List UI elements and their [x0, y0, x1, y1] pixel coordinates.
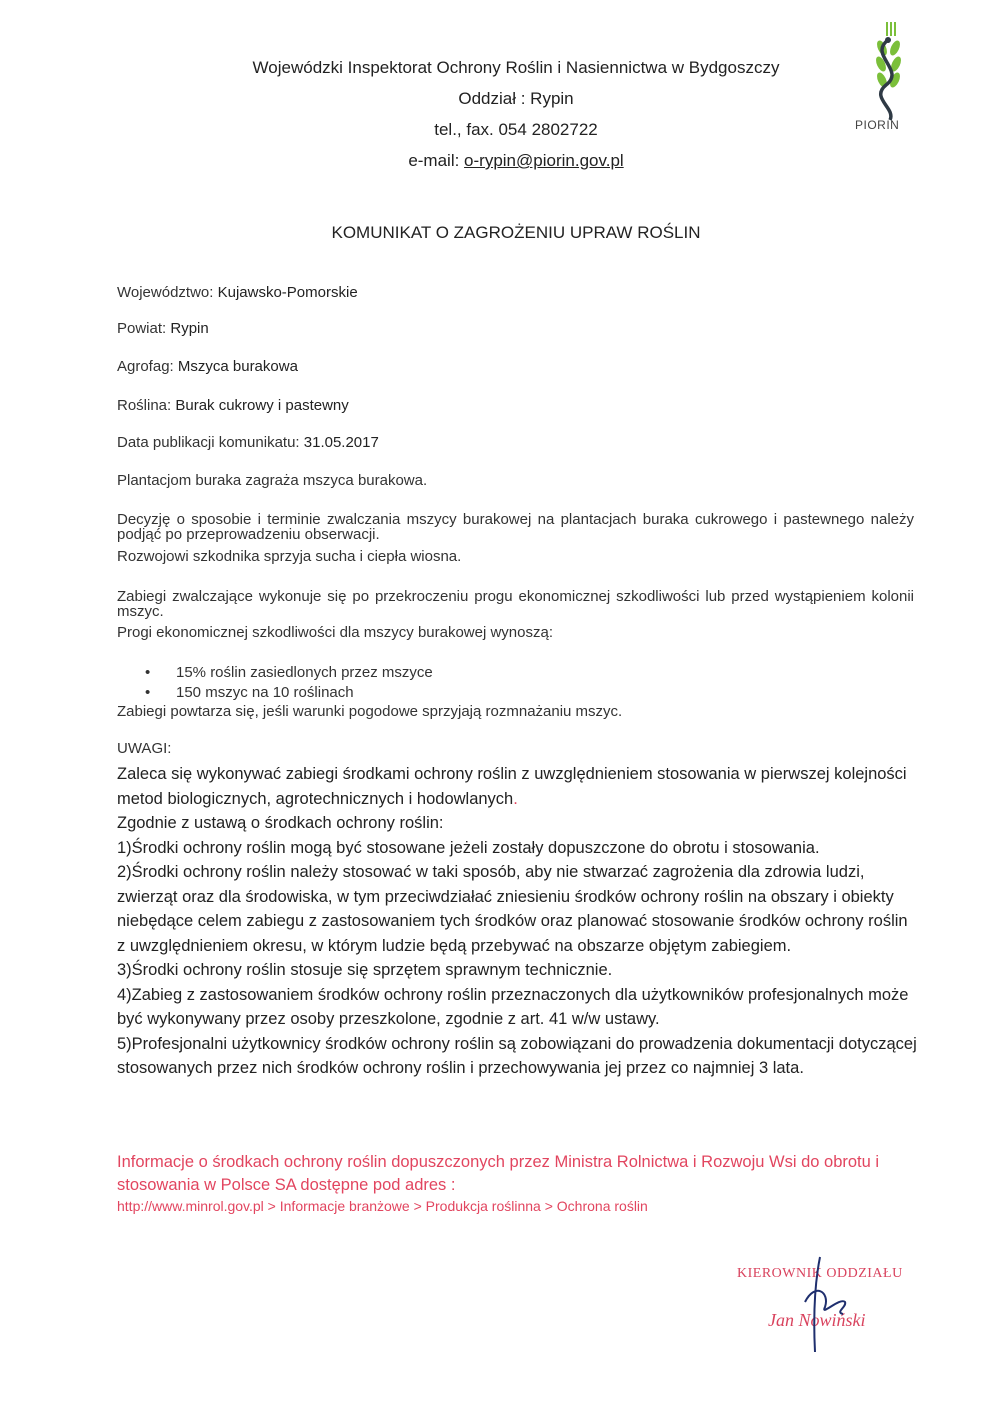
institution-name: Wojewódzki Inspektorat Ochrony Roślin i Nasiennictwa w Bydgoszczy [252, 58, 780, 77]
field-plant [117, 397, 349, 414]
document-title: KOMUNIKAT O ZAGROŻENIU UPRAW ROŚLIN [331, 223, 701, 242]
field-value: Mszyca burakowa [177, 358, 298, 375]
field-value: Burak cukrowy i pastewny [175, 397, 349, 414]
remarks-item: 3)Środki ochrony roślin stosuje się sprzętem sprawnym technicznie. [117, 961, 613, 979]
info-text: Informacje o środkach ochrony roślin dopuszczonych przez Ministra Rolnictwa i Rozwoju Wsi do obrotu i stosowania w Polsce SA dostępne pod adres : [117, 1153, 880, 1194]
field-label: Województwo: [117, 284, 218, 301]
phone-fax: tel., fax. 054 2802722 [434, 120, 598, 139]
field-county [117, 320, 209, 337]
email-label: e-mail: [408, 151, 465, 170]
logo-text: PIORIN [855, 118, 900, 132]
field-voivodeship [117, 284, 358, 301]
field-label: Roślina: [117, 397, 176, 414]
paragraph-decision: Decyzję o sposobie i terminie zwalczania mszycy burakowej na plantacjach buraka cukrowego i pastewnego należy podjąć po przeprowadzeniu obserwacji. [117, 511, 914, 543]
paragraph-development: Rozwojowi szkodnika sprzyja sucha i ciepła wiosna. [117, 548, 462, 565]
signature-icon [785, 1252, 865, 1362]
stamp-name: Jan Nowiński [768, 1310, 866, 1330]
field-value: Kujawsko-Pomorskie [217, 284, 358, 301]
field-value: 31.05.2017 [303, 434, 379, 451]
field-pest [117, 358, 298, 375]
paragraph-thresholds: Progi ekonomicznej szkodliwości dla mszycy burakowej wynoszą: [117, 624, 554, 641]
list-item: • 15% roślin zasiedlonych przez mszyce [148, 664, 433, 681]
paragraph-treatments: Zabiegi zwalczające wykonuje się po przekroczeniu progu ekonomicznej szkodliwości lub przed wystąpieniem kolonii mszyc. [117, 588, 914, 620]
list-item: • 150 mszyc na 10 roślinach [148, 684, 354, 701]
stamp-role: KIEROWNIK ODDZIAŁU [737, 1266, 903, 1281]
remarks-item: 1)Środki ochrony roślin mogą być stosowane jeżeli zostały dopuszczone do obrotu i stosowania. [117, 838, 820, 857]
field-publication-date [117, 434, 379, 451]
remarks-item: 5)Profesjonalni użytkownicy środków ochrony roślin są zobowiązani do prowadzenia dokumentacji dotyczącej stosowanych przez nich środków ochrony roślin i przechowywania jej przez co najmniej 3 lata. [117, 1034, 917, 1077]
remarks-law: Zgodnie z ustawą o środkach ochrony roślin: [117, 814, 444, 832]
remarks-intro: Zaleca się wykonywać zabiegi środkami ochrony roślin z uwzględnieniem stosowania w pierwszej kolejności metod biologicznych, agrotechnicznych i hodowlanych. [117, 765, 907, 808]
paragraph-threat: Plantacjom buraka zagraża mszyca burakowa. [117, 472, 428, 489]
remarks-item: 2)Środki ochrony roślin należy stosować w taki sposób, aby nie stwarzać zagrożenia dla zdrowia ludzi, zwierząt oraz dla środowiska, w tym przeciwdziałać zniesieniu środków ochrony roślin na obszary i obiekty niebędące celem zabiegu z zastosowaniem tych środków oraz planować stosowanie środków ochrony roślin z uwzględnieniem okresu, w którym ludzie będą przebywać na obszarze objętym zabiegiem. [117, 863, 908, 955]
field-value: Rypin [170, 320, 209, 337]
email-link[interactable]: o-rypin@piorin.gov.pl [464, 151, 624, 170]
paragraph-repeat: Zabiegi powtarza się, jeśli warunki pogodowe sprzyjają rozmnażaniu mszyc. [117, 703, 623, 720]
field-label: Powiat: [117, 320, 171, 337]
remarks-section [117, 762, 917, 1081]
ministry-link[interactable]: http://www.minrol.gov.pl > Informacje branżowe > Produkcja roślinna > Ochrona roślin [117, 1198, 648, 1214]
field-label: Agrofag: [117, 358, 178, 375]
branch-name: Oddział : Rypin [458, 89, 574, 108]
field-label: Data publikacji komunikatu: [117, 434, 304, 451]
remarks-item: 4)Zabieg z zastosowaniem środków ochrony roślin przeznaczonych dla użytkowników profesjonalnych może być wykonywany przez osoby przeszkolone, zgodnie z art. 41 w/w ustawy. [117, 985, 909, 1028]
remarks-label: UWAGI: [117, 740, 172, 757]
email-line [0, 151, 1000, 171]
